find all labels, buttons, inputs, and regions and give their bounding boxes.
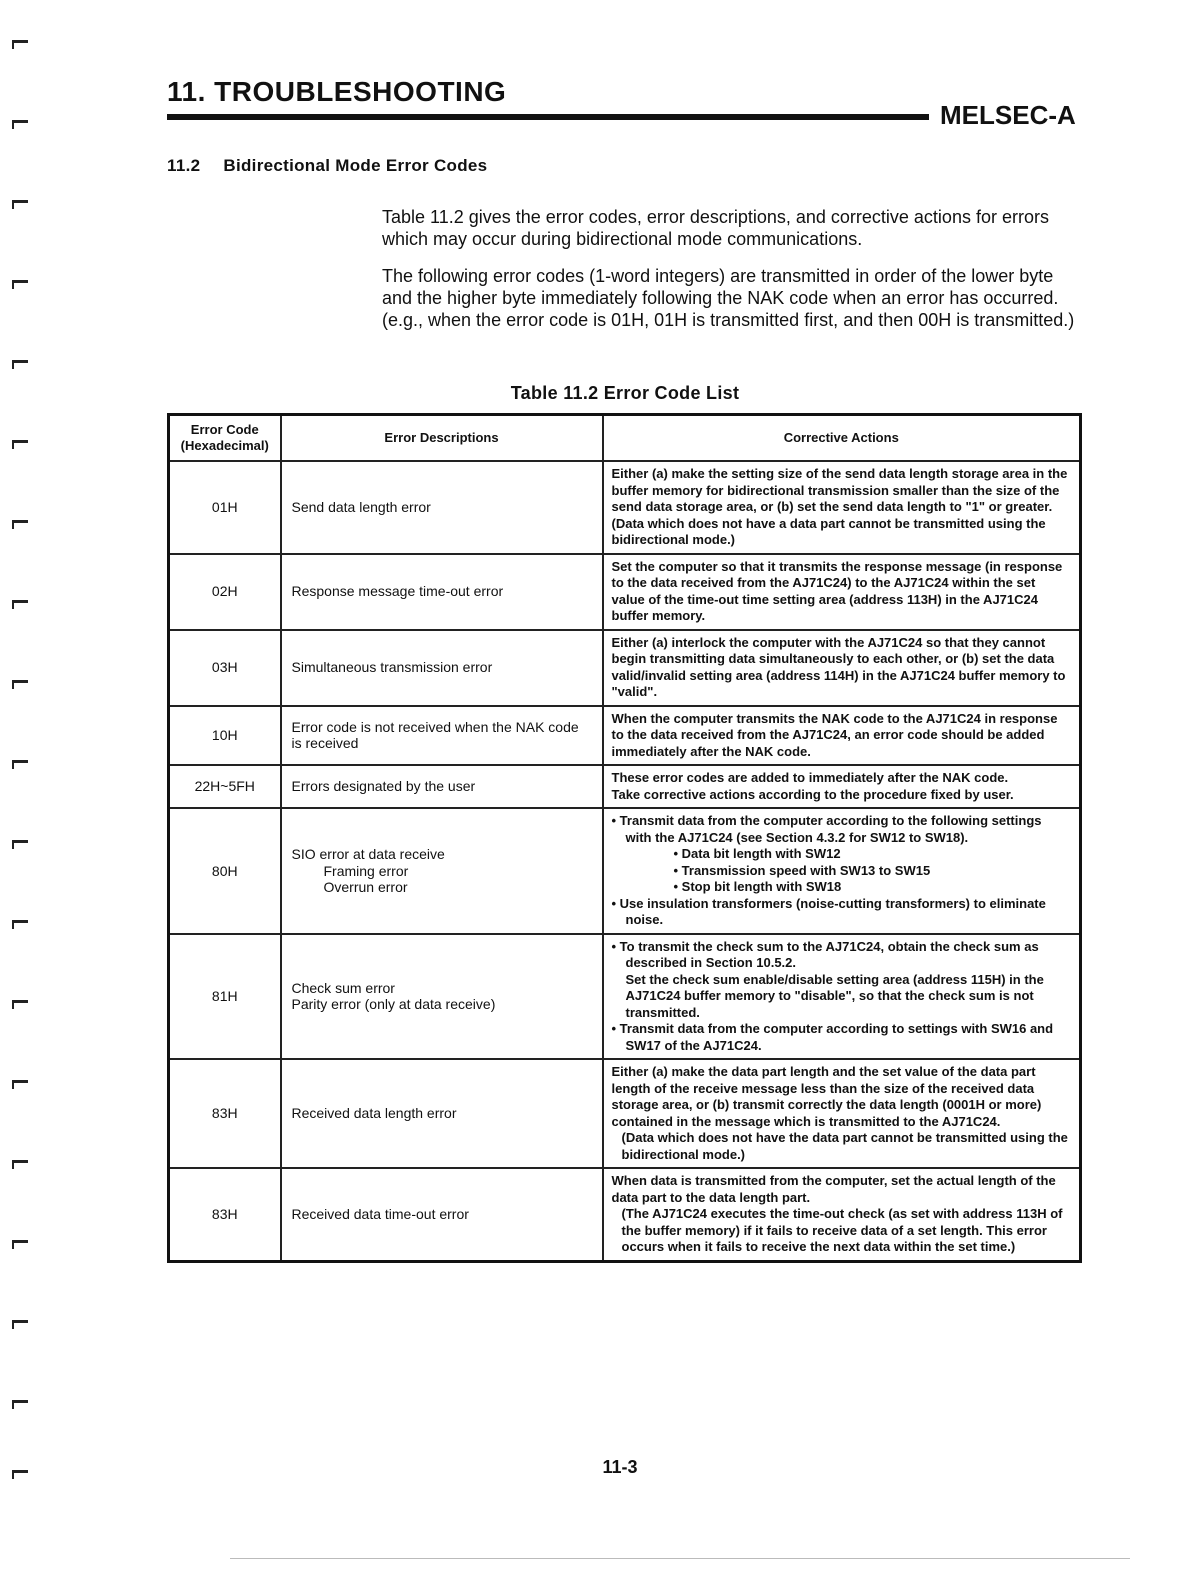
table-row xyxy=(169,1168,1081,1261)
page-number: 11-3 xyxy=(602,1457,638,1477)
action-bullet: • Transmit data from the computer according to settings with SW16 and SW17 of the AJ71C24. xyxy=(611,1021,1054,1053)
action-sub-bullet: • Data bit length with SW12 xyxy=(673,846,841,861)
corrective-action xyxy=(603,706,1081,766)
header-error-code xyxy=(169,415,281,462)
corrective-action xyxy=(603,1168,1081,1261)
action-sub-bullet: • Stop bit length with SW18 xyxy=(673,879,842,894)
action-note: (Data which does not have the data part cannot be transmitted using the bidirectional mode.) xyxy=(621,1130,1068,1162)
error-code: 83H xyxy=(169,1168,281,1261)
table-row xyxy=(169,461,1081,554)
table-row xyxy=(169,934,1081,1060)
error-description xyxy=(281,934,603,1060)
action-bullet: • To transmit the check sum to the AJ71C24, obtain the check sum as described in Section 10.5.2. xyxy=(611,938,1039,970)
chapter-title: 11. TROUBLESHOOTING xyxy=(167,76,507,107)
error-code: 10H xyxy=(169,706,281,766)
action-bullet: • Use insulation transformers (noise-cutting transformers) to eliminate noise. xyxy=(611,895,1046,927)
corrective-action xyxy=(603,765,1081,808)
error-code: 01H xyxy=(169,461,281,554)
table-row xyxy=(169,554,1081,630)
error-code: 02H xyxy=(169,554,281,630)
corrective-action xyxy=(603,630,1081,706)
bottom-scan-line xyxy=(230,1558,1130,1559)
corrective-action xyxy=(603,554,1081,630)
description-line: Check sum error xyxy=(291,979,395,996)
action-text: Set the computer so that it transmits the response message (in response to the data received from the AJ71C24) to the AJ71C24 within the set value of the time-out time setting area (address 113H) in the AJ71C24 buffer memory. xyxy=(611,558,1063,623)
table-row xyxy=(169,706,1081,766)
corrective-action xyxy=(603,461,1081,554)
error-code: 80H xyxy=(169,808,281,934)
corrective-action xyxy=(603,1059,1081,1168)
error-description xyxy=(281,808,603,934)
action-text: Either (a) make the setting size of the send data length storage area in the buffer memory for bidirectional transmission smaller than the size of the send data storage area, or (b) set the send data length to "1" or greater. xyxy=(611,466,1068,514)
description-subline: Framing error xyxy=(323,862,409,879)
error-code-table xyxy=(167,413,1082,1263)
section-title: Bidirectional Mode Error Codes xyxy=(223,156,488,175)
intro-paragraph-2: The following error codes (1-word integers) are transmitted in order of the lower byte and the higher byte immediately following the NAK code when an error has occurred. (e.g., when the error code is 01H, 01H is transmitted first, and then 00H is transmitted.) xyxy=(382,266,1075,330)
error-description: Response message time-out error xyxy=(281,554,603,630)
header-error-code-line2: (Hexadecimal) xyxy=(180,438,269,453)
binding-edge-marks xyxy=(0,0,60,1589)
header-error-descriptions: Error Descriptions xyxy=(281,415,603,462)
action-text: Either (a) make the data part length and the set value of the data part length of the receive message less than the size of the received data storage area, or (b) transmit correctly the data length (0001H or more) contained in the message which is transmitted to the AJ71C24. xyxy=(611,1064,1042,1129)
action-text: When the computer transmits the NAK code to the AJ71C24 in response to the data received from the AJ71C24, an error code should be added immediately after the NAK code. xyxy=(611,710,1058,759)
error-code: 03H xyxy=(169,630,281,706)
table-caption: Table 11.2 Error Code List xyxy=(510,383,740,403)
header-error-code-line1: Error Code xyxy=(190,421,259,437)
header-corrective-actions: Corrective Actions xyxy=(603,415,1081,462)
error-code: 83H xyxy=(169,1059,281,1168)
section-heading xyxy=(167,156,487,176)
description-line: SIO error at data receive xyxy=(291,846,445,862)
corrective-action xyxy=(603,934,1081,1060)
action-text: These error codes are added to immediately after the NAK code. xyxy=(611,770,1009,785)
error-code: 81H xyxy=(169,934,281,1060)
description-subline: Overrun error xyxy=(323,879,408,895)
action-bullet: • Transmit data from the computer according to the following settings with the AJ71C24 (see Section 4.3.2 for SW12 to SW18). xyxy=(611,813,1042,845)
action-note: (The AJ71C24 executes the time-out check (as set with address 113H of the buffer memory) if it fails to receive data of a set length. This error occurs when it fails to receive the next data within the set time.) xyxy=(621,1206,1063,1254)
corrective-action xyxy=(603,808,1081,934)
description-line: Parity error (only at data receive) xyxy=(291,996,496,1013)
action-text: Either (a) interlock the computer with the AJ71C24 so that they cannot begin transmitting data simultaneously to each other, or (b) set the data valid/invalid setting area (address 114H) in the AJ71C24 buffer memory to "valid". xyxy=(611,634,1066,699)
action-note: (Data which does not have a data part cannot be transmitted using the bidirectional mode.) xyxy=(611,515,1046,547)
action-text: When data is transmitted from the computer, set the actual length of the data part to the data length part. xyxy=(611,1173,1056,1205)
error-description: Send data length error xyxy=(281,461,603,554)
intro-paragraph-1: Table 11.2 gives the error codes, error descriptions, and corrective actions for errors which may occur during bidirectional mode communications. xyxy=(382,207,1049,249)
header-rule xyxy=(167,114,929,120)
error-description: Received data time-out error xyxy=(281,1168,603,1261)
table-row xyxy=(169,765,1081,808)
error-description: Error code is not received when the NAK code is received xyxy=(281,706,603,766)
action-text: Take corrective actions according to the procedure fixed by user. xyxy=(611,786,1014,802)
table-row xyxy=(169,1059,1081,1168)
table-header-row xyxy=(169,415,1081,462)
action-bullet-note: Set the check sum enable/disable setting area (address 115H) in the AJ71C24 buffer memory to "disable", so that the check sum is not transmitted. xyxy=(625,971,1044,1020)
error-code: 22H~5FH xyxy=(169,765,281,808)
brand-label: MELSEC-A xyxy=(940,100,1076,130)
error-description: Errors designated by the user xyxy=(281,765,603,808)
error-description: Simultaneous transmission error xyxy=(281,630,603,706)
action-sub-bullet: • Transmission speed with SW13 to SW15 xyxy=(673,862,931,878)
table-row xyxy=(169,808,1081,934)
table-row xyxy=(169,630,1081,706)
error-description: Received data length error xyxy=(281,1059,603,1168)
section-number: 11.2 xyxy=(167,156,201,175)
